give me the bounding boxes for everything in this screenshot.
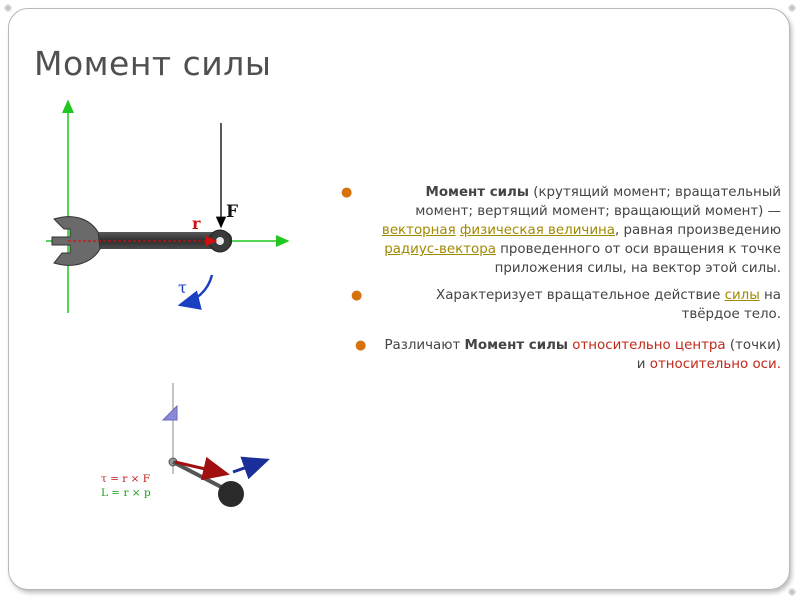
force-application-point <box>216 237 224 245</box>
period-text: . <box>776 357 781 372</box>
link-physical-quantity[interactable]: физическая величина <box>459 223 615 238</box>
torque-label: τ <box>178 278 187 297</box>
mass-ball <box>218 481 244 507</box>
slide-title: Момент силы <box>34 44 272 83</box>
relative-to-axis-text: относительно оси <box>649 357 777 372</box>
bullet-item-characterizes <box>335 286 781 324</box>
wrench-torque-figure <box>40 95 300 320</box>
corner-dot-top-right <box>788 4 796 12</box>
corner-dot-bottom-right <box>788 588 796 596</box>
force-vector-label: F <box>226 202 239 222</box>
bullet-dot-icon: ● <box>355 338 367 353</box>
point-text: (точки) и <box>636 338 781 372</box>
distinguish-text: Различают <box>384 338 465 353</box>
term-moment-of-force: Момент силы <box>425 185 529 200</box>
term-moment-of-force-2: Момент силы <box>464 338 569 353</box>
bullet-dot-icon: ● <box>341 185 353 200</box>
angular-momentum-formula: L = r × p <box>101 487 151 499</box>
torque-formula: τ = r × F <box>101 473 151 485</box>
corner-dot-top-left <box>4 4 12 12</box>
definition-text-2: , равная произведению <box>614 223 781 238</box>
bullet-item-definition <box>335 183 781 278</box>
link-vector[interactable]: векторная <box>381 223 456 238</box>
slide-body <box>335 183 781 374</box>
lever-rod <box>173 462 227 490</box>
definition-text: (крутящий момент; вращательный момент; вертящий момент; вращающий момент) — <box>415 185 781 219</box>
torque-vector-figure <box>95 378 285 518</box>
characterizes-text: Характеризует вращательное действие <box>436 288 725 303</box>
bullet-dot-icon: ● <box>351 288 363 303</box>
bullet-item-distinguish <box>335 336 781 374</box>
force-direction-arrow <box>233 460 267 472</box>
angular-momentum-arrowhead <box>163 406 177 420</box>
relative-to-center-text: относительно центра <box>572 338 726 353</box>
link-force[interactable]: силы <box>724 288 760 303</box>
characterizes-text-2: на твёрдое тело. <box>681 288 781 322</box>
link-radius-vector[interactable]: радиус-вектора <box>384 242 496 257</box>
radius-vector-label: r <box>192 214 201 233</box>
definition-text-3: проведенного от оси вращения к точке приложения силы, на вектор этой силы. <box>494 242 781 276</box>
